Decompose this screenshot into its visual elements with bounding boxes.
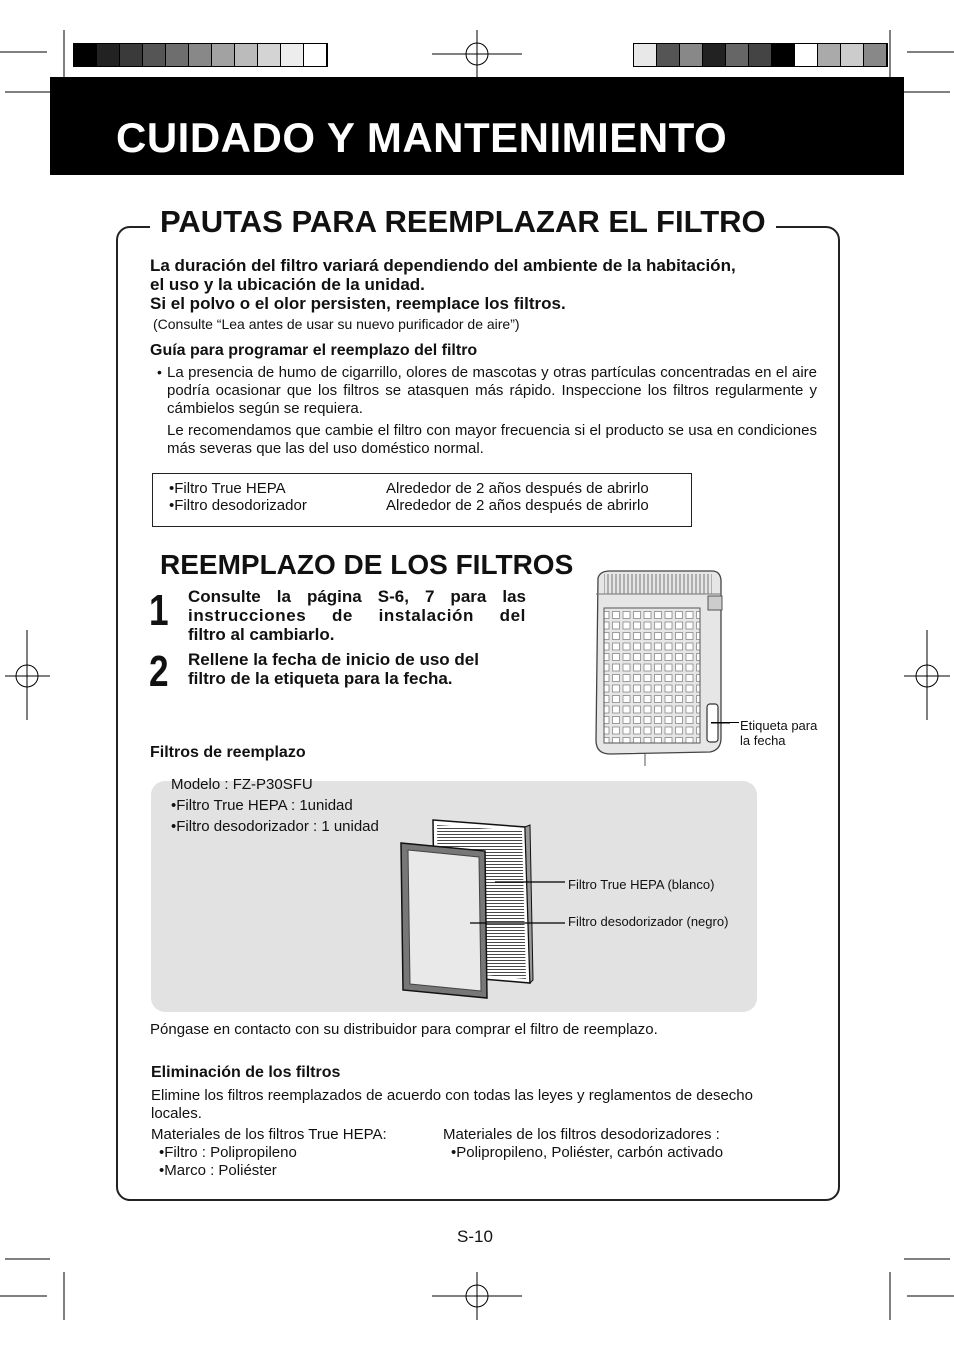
page-number: S-10: [457, 1227, 493, 1246]
calibration-swatch: [657, 44, 680, 66]
guide-heading: Guía para programar el reemplazo del filtro: [150, 342, 478, 359]
page-title: CUIDADO Y MANTENIMIENTO: [116, 114, 728, 161]
hepa-materials-item: •Filtro : Polipropileno: [159, 1144, 297, 1161]
replacement-list: [171, 774, 379, 837]
filters-illustration: [395, 815, 570, 1005]
calibration-swatch: [680, 44, 703, 66]
hepa-qty: •Filtro True HEPA : 1unidad: [171, 797, 353, 814]
table-row-item: •Filtro True HEPA: [169, 480, 286, 497]
calibration-swatch: [634, 44, 657, 66]
deo-filter-label: Filtro desodorizador (negro): [568, 914, 729, 929]
replacement-heading: Filtros de reemplazo: [150, 744, 306, 761]
deo-materials-title: Materiales de los filtros desodorizadores :: [443, 1126, 720, 1143]
calibration-swatch: [143, 44, 166, 66]
calibration-swatch: [304, 44, 327, 66]
step-1-line-3: filtro al cambiarlo.: [188, 625, 335, 644]
step-2-line-2: filtro de la etiqueta para la fecha.: [188, 669, 453, 688]
intro-line-1: La duración del filtro variará dependiendo del ambiente de la habitación,: [150, 256, 736, 275]
calibration-swatch: [795, 44, 818, 66]
disposal-line-1: Elimine los filtros reemplazados de acuerdo con todas las leyes y reglamentos de desecho: [151, 1087, 753, 1104]
calibration-swatch: [166, 44, 189, 66]
guide-paragraph-1: La presencia de humo de cigarrillo, olores de mascotas y otras partículas concentradas en el aire podría ocasionar que los filtros se atasquen más rápido. Inspeccione los filtros regularmente y cámbielos según se requiera.: [167, 364, 817, 417]
calibration-swatch: [212, 44, 235, 66]
air-purifier-illustration: [590, 568, 730, 768]
date-label-leader: [711, 722, 739, 723]
hepa-materials-title: Materiales de los filtros True HEPA:: [151, 1126, 387, 1143]
date-label-line-1: Etiqueta para: [740, 718, 818, 733]
date-label-line-2: la fecha: [740, 733, 786, 748]
contact-note: Póngase en contacto con su distribuidor para comprar el filtro de reemplazo.: [150, 1021, 658, 1038]
table-row-item: •Filtro desodorizador: [169, 497, 307, 514]
calibration-swatch: [703, 44, 726, 66]
calibration-swatch: [258, 44, 281, 66]
intro-text: [150, 256, 830, 313]
section-title-replacement: REEMPLAZO DE LOS FILTROS: [160, 549, 574, 580]
color-calibration-bar-right: [633, 43, 888, 67]
calibration-swatch: [189, 44, 212, 66]
calibration-swatch: [749, 44, 772, 66]
bullet-dot: •: [157, 364, 162, 380]
intro-line-3: Si el polvo o el olor persisten, reemplace los filtros.: [150, 294, 566, 313]
step-number-1: 1: [149, 586, 169, 635]
guide-paragraph-2: Le recomendamos que cambie el filtro con mayor frecuencia si el producto se usa en condiciones más severas que las del uso doméstico normal.: [167, 422, 817, 457]
step-2-text: [188, 650, 533, 688]
table-row-value: Alrededor de 2 años después de abrirlo: [386, 497, 649, 514]
calibration-swatch: [772, 44, 795, 66]
calibration-swatch: [97, 44, 120, 66]
calibration-swatch: [818, 44, 841, 66]
model-text: Modelo : FZ-P30SFU: [171, 776, 313, 793]
disposal-heading: Eliminación de los filtros: [151, 1064, 341, 1081]
calibration-swatch: [235, 44, 258, 66]
hepa-materials-item: •Marco : Poliéster: [159, 1162, 277, 1179]
deo-materials: [443, 1126, 723, 1162]
hepa-filter-label: Filtro True HEPA (blanco): [568, 877, 715, 892]
calibration-swatch: [281, 44, 304, 66]
disposal-text: [151, 1087, 753, 1123]
calibration-swatch: [74, 44, 97, 66]
section-title-filter-guidelines: PAUTAS PARA REEMPLAZAR EL FILTRO: [150, 206, 776, 237]
deo-qty: •Filtro desodorizador : 1 unidad: [171, 818, 379, 835]
step-number-2: 2: [149, 647, 169, 696]
calibration-swatch: [864, 44, 887, 66]
intro-line-2: el uso y la ubicación de la unidad.: [150, 275, 425, 294]
calibration-swatch: [726, 44, 749, 66]
table-row-value: Alrededor de 2 años después de abrirlo: [386, 480, 649, 497]
date-label-callout: [740, 718, 817, 748]
page-title-bar: [50, 77, 904, 175]
color-calibration-bar-left: [73, 43, 328, 67]
filter-life-table: [152, 473, 692, 527]
disposal-line-2: locales.: [151, 1105, 202, 1122]
step-1-line-1: Consulte la página S-6, 7 para las: [188, 587, 526, 606]
step-1-line-2: instrucciones de instalación del: [188, 606, 526, 625]
step-1-text: [188, 587, 526, 644]
deo-materials-item: •Polipropileno, Poliéster, carbón activado: [451, 1144, 724, 1161]
calibration-swatch: [841, 44, 864, 66]
intro-note: (Consulte “Lea antes de usar su nuevo purificador de aire”): [153, 316, 520, 332]
step-2-line-1: Rellene la fecha de inicio de uso del: [188, 650, 479, 669]
hepa-materials: [151, 1126, 387, 1180]
calibration-swatch: [120, 44, 143, 66]
